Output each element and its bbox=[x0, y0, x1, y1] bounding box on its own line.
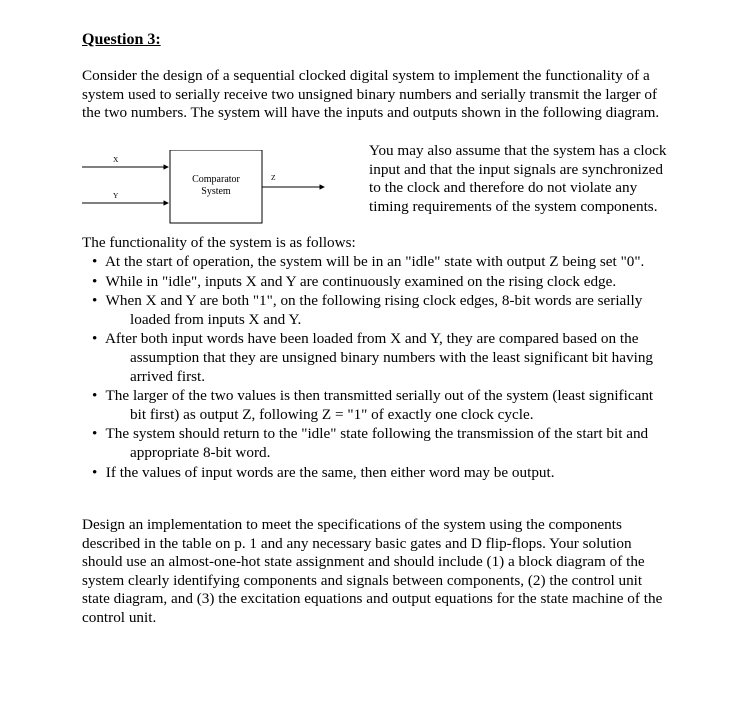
list-item bbox=[82, 292, 672, 329]
bullet-dot: • bbox=[92, 387, 98, 405]
list-item-text: The system should return to the "idle" state following the transmission of the start bit and appropriate 8-bit word. bbox=[105, 425, 649, 461]
list-item bbox=[82, 273, 672, 292]
list-item bbox=[82, 464, 672, 483]
functionality-heading: The functionality of the system is as follows: bbox=[82, 234, 356, 251]
bullet-dot: • bbox=[92, 292, 98, 310]
list-item-text: If the values of input words are the same, then either word may be output. bbox=[105, 463, 555, 481]
bullet-dot: • bbox=[92, 253, 98, 270]
box-label-line2: System bbox=[201, 186, 231, 197]
output-z-label: Z bbox=[271, 173, 276, 182]
input-y-label: Y bbox=[113, 191, 119, 200]
bullet-dot: • bbox=[92, 425, 98, 443]
bullet-dot: • bbox=[92, 272, 98, 290]
functionality-list bbox=[82, 253, 672, 483]
comparator-block-diagram bbox=[82, 150, 342, 240]
assumption-paragraph: You may also assume that the system has a clock input and that the input signals are synchronized to the clock and therefore do not violate any timing requirements of the system components. bbox=[369, 142, 667, 215]
box-label-line1: Comparator bbox=[192, 174, 240, 185]
question-title: Question 3: bbox=[82, 31, 161, 48]
list-item-text: The larger of the two values is then transmitted serially out of the system (least significant bit first) as output Z, following Z = "1" of exactly one clock cycle. bbox=[105, 387, 654, 423]
list-item bbox=[82, 330, 672, 386]
list-item bbox=[82, 253, 672, 272]
list-item-text: After both input words have been loaded from X and Y, they are compared based on the assumption that they are unsigned binary numbers with the least significant bit having arrived first. bbox=[104, 330, 654, 385]
list-item-text: At the start of operation, the system will be in an "idle" state with output Z being set "0". bbox=[104, 253, 645, 270]
list-item-text: When X and Y are both "1", on the following rising clock edges, 8-bit words are serially loaded from inputs X and Y. bbox=[105, 292, 643, 328]
bullet-dot: • bbox=[92, 330, 98, 348]
list-item bbox=[82, 387, 672, 424]
bullet-dot: • bbox=[92, 463, 98, 481]
list-item-text: While in "idle", inputs X and Y are continuously examined on the rising clock edge. bbox=[105, 272, 617, 290]
list-item bbox=[82, 425, 672, 462]
intro-paragraph: Consider the design of a sequential clocked digital system to implement the functionality of a system used to serially receive two unsigned binary numbers and serially transmit the larger of the two numbers. The system will have the inputs and outputs shown in the following diagram. bbox=[82, 67, 660, 122]
input-x-label: X bbox=[113, 155, 119, 164]
design-paragraph: Design an implementation to meet the specifications of the system using the components described in the table on p. 1 and any necessary basic gates and D flip-flops. Your solution should use an almost-one-hot state assignment and should include (1) a block diagram of the system clearly identifying components and signals between components, (2) the control unit state diagram, and (3) the excitation equations and output equations for the state machine of the control unit. bbox=[82, 516, 663, 626]
